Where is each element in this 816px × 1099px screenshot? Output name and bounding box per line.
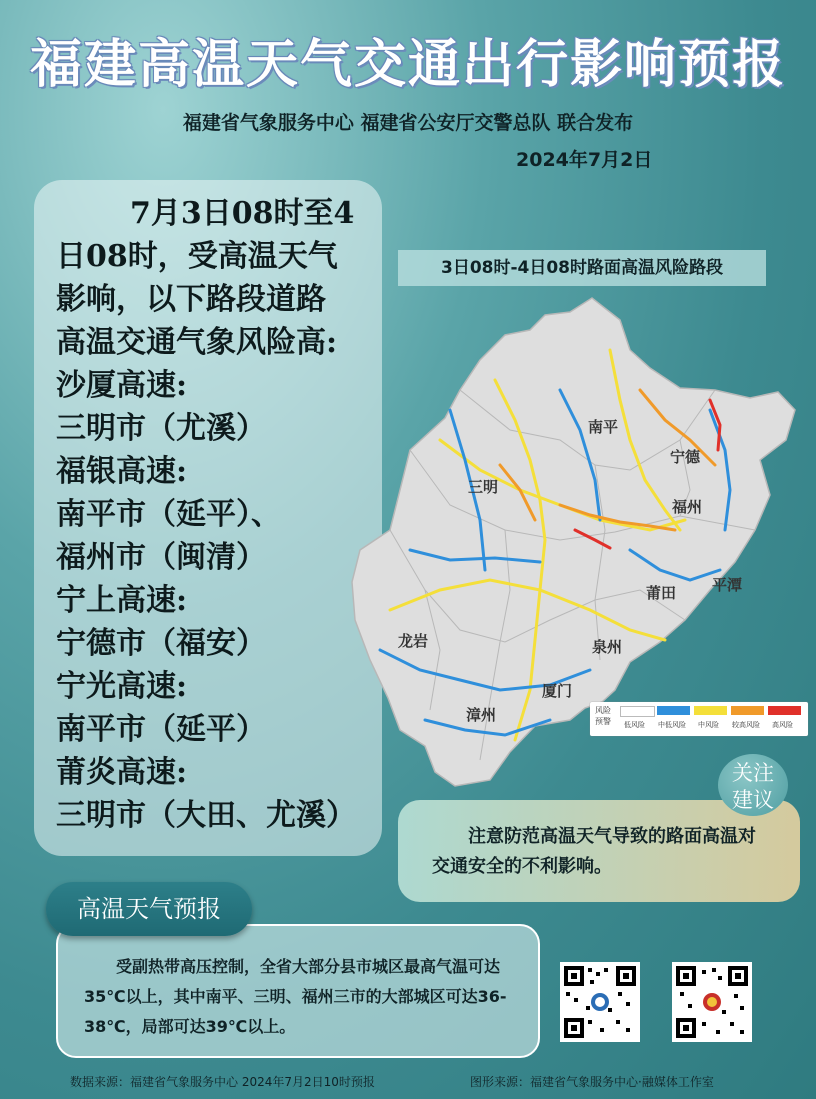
legend-label: 低风险 <box>624 721 645 729</box>
risk-line: 三明市（大田、尤溪） <box>56 798 356 833</box>
forecast-panel <box>56 924 540 1058</box>
legend-swatch-low <box>620 706 655 717</box>
risk-line: 沙厦高速: <box>56 368 188 403</box>
city-label: 泉州 <box>592 638 623 656</box>
risk-line: 南平市（延平）、 <box>56 497 281 532</box>
city-label: 南平 <box>588 418 619 436</box>
qr-code-icon <box>672 962 752 1042</box>
risk-line: 福州市（闽清） <box>56 540 266 575</box>
page-title: 福建高温天气交通出行影响预报 <box>29 35 786 95</box>
qr-code-police[interactable] <box>672 962 752 1042</box>
city-label: 三明 <box>468 478 499 496</box>
advice-text: 注意防范高温天气导致的路面高温对交通安全的不利影响。 <box>432 826 756 877</box>
map-caption: 3日08时-4日08时路面高温风险路段 <box>398 250 766 286</box>
graphic-source: 图形来源：福建省气象服务中心·融媒体工作室 <box>470 1075 714 1089</box>
risk-legend <box>590 702 808 736</box>
forecast-tab: 高温天气预报 <box>46 882 252 936</box>
advice-badge: 关注建议 <box>718 754 788 816</box>
advice-panel <box>398 800 800 902</box>
city-label: 福州 <box>672 498 703 516</box>
legend-swatch-mid <box>694 706 727 715</box>
risk-line: 日08时，受高温天气 <box>56 239 338 274</box>
city-label: 平潭 <box>712 576 743 594</box>
city-label: 宁德 <box>670 448 701 466</box>
legend-label: 高风险 <box>772 721 793 729</box>
publish-date: 2024年7月2日 <box>516 149 653 171</box>
city-label: 龙岩 <box>398 632 429 650</box>
city-label: 厦门 <box>542 682 573 700</box>
risk-line: 宁光高速: <box>56 669 188 704</box>
risk-line: 影响，以下路段道路 <box>56 282 326 317</box>
legend-title: 风险预警 <box>595 706 611 726</box>
qr-code-weather[interactable] <box>560 962 640 1042</box>
risk-line: 南平市（延平） <box>56 712 266 747</box>
city-label: 莆田 <box>646 584 677 602</box>
legend-label: 中低风险 <box>658 721 686 729</box>
legend-swatch-mid-high <box>731 706 764 715</box>
legend-swatch-high <box>768 706 801 715</box>
legend-label: 中风险 <box>698 721 719 729</box>
city-label: 漳州 <box>466 706 497 724</box>
qr-code-icon <box>560 962 640 1042</box>
legend-swatch-mid-low <box>657 706 690 715</box>
risk-line: 宁上高速: <box>56 583 188 618</box>
risk-line: 宁德市（福安） <box>56 626 266 661</box>
legend-label: 较高风险 <box>732 721 760 729</box>
risk-line: 莆炎高速: <box>56 755 188 790</box>
risk-line: 7月3日08时至4 <box>130 196 355 231</box>
risk-line: 高温交通气象风险高: <box>56 325 338 360</box>
risk-line: 三明市（尤溪） <box>56 411 266 446</box>
data-source: 数据来源：福建省气象服务中心 2024年7月2日10时预报 <box>70 1075 375 1089</box>
publisher-line: 福建省气象服务中心 福建省公安厅交警总队 联合发布 <box>182 112 634 134</box>
risk-line: 福银高速: <box>56 454 188 489</box>
forecast-text: 受副热带高压控制，全省大部分县市城区最高气温可达35℃以上，其中南平、三明、福州三市的大部城区可达36-38℃，局部可达39℃以上。 <box>84 957 507 1036</box>
